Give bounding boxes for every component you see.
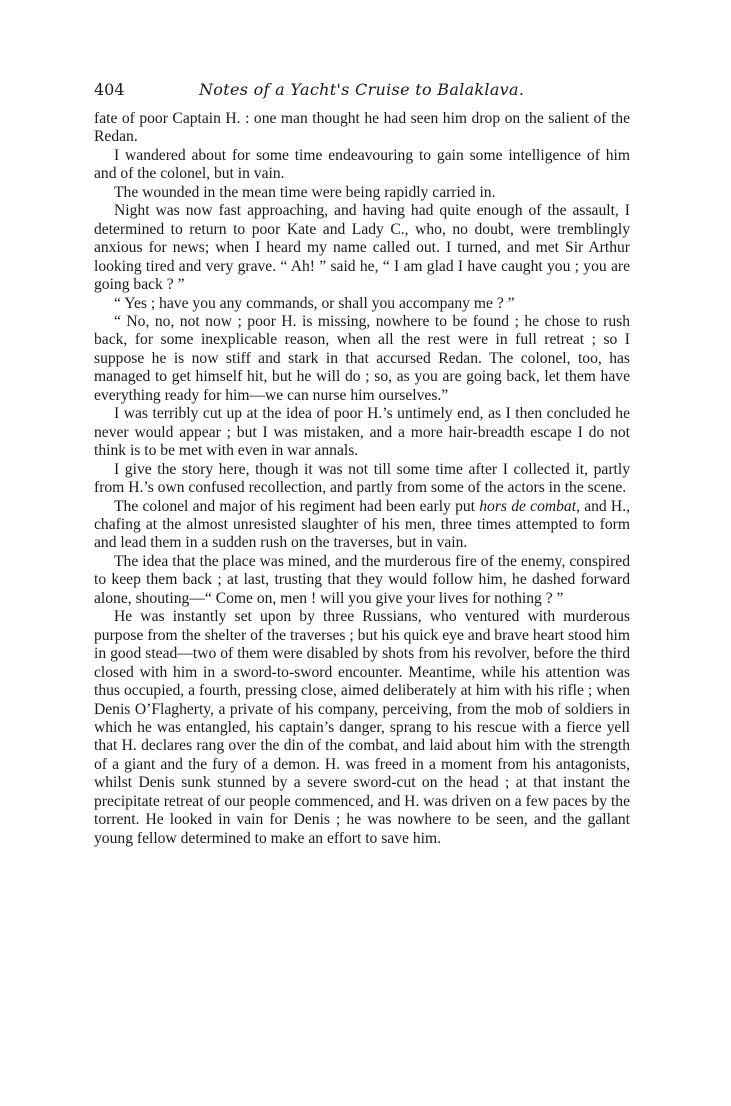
paragraph-11: He was instantly set upon by three Russians, who ventured with murderous purpose from the shelter of the traverses ; but his quick eye and brave heart stood him in good stead—two of them were disabled by shots from his revolver, before the third closed with him in a sword-to-sword encounter. Meantime, while his attention was thus occupied, a fourth, pressing close, aimed deliberately at him with his rifle ; when Denis O’Flagherty, a private of his company, perceiving, from the mob of soldiers in which he was entangled, his captain’s danger, sprang to his rescue with a fierce yell that H. declares rang over the din of the combat, and laid about him with the strength of a giant and the fury of a demon. H. was freed in a moment from his antagonists, whilst Denis sunk stunned by a severe sword-cut on the head ; at that instant the precipitate retreat of our people commenced, and H. was driven on a few paces by the torrent. He looked in vain for Denis ; he was nowhere to be seen, and the gallant young fellow determined to make an effort to save him. xyxy=(94,608,630,847)
book-page xyxy=(94,80,630,848)
paragraph-5: “ Yes ; have you any commands, or shall you accompany me ? ” xyxy=(114,294,515,312)
paragraph-9-end: , and H., chafing at the almost unresisted slaughter of his men, three times attempted to form and lead them in a sudden rush on the traverses, but in vain. xyxy=(94,497,630,552)
paragraph-10: The idea that the place was mined, and the murderous fire of the enemy, conspired to keep them back ; at last, trusting that they would follow him, he dashed forward alone, shouting—“ Come on, men ! will you give your lives for nothing ? ” xyxy=(94,552,630,607)
paragraph-9-start: The colonel and major of his regiment had been early put xyxy=(114,497,480,515)
running-title: Notes of a Yacht's Cruise to Balaklava. xyxy=(199,80,525,99)
paragraph-6: “ No, no, not now ; poor H. is missing, nowhere to be found ; he chose to rush back, for some inexplicable reason, when all the rest were in full retreat ; so I suppose he is now stiff and stark in that accursed Redan. The colonel, too, has managed to get himself hit, but he will do ; so, as you are going back, let them have everything ready for him—we can nurse him ourselves.” xyxy=(94,312,630,404)
paragraph-1: fate of poor Captain H. : one man thought he had seen him drop on the salient of the Redan. xyxy=(94,110,630,146)
paragraph-9 xyxy=(94,498,630,553)
paragraph-7: I was terribly cut up at the idea of poor H.’s untimely end, as I then concluded he never would appear ; but I was mistaken, and a more hair-breadth escape I do not think is to be met with even in war annals. xyxy=(94,405,630,460)
body-text xyxy=(94,110,630,848)
paragraph-3: The wounded in the mean time were being rapidly carried in. xyxy=(114,183,496,201)
paragraph-8: I give the story here, though it was not till some time after I collected it, partly from H.’s own confused recollection, and partly from some of the actors in the scene. xyxy=(94,460,630,497)
paragraph-9-italic: hors de combat xyxy=(479,497,577,515)
page-number: 404 xyxy=(94,80,125,99)
page-header xyxy=(94,80,630,106)
paragraph-2: I wandered about for some time endeavouring to gain some intelligence of him and of the colonel, but in vain. xyxy=(94,146,630,183)
paragraph-4: Night was now fast approaching, and having had quite enough of the assault, I determined to return to poor Kate and Lady C., who, no doubt, were tremblingly anxious for news; when I heard my name called out. I turned, and met Sir Arthur looking tired and very grave. “ Ah! ” said he, “ I am glad I have caught you ; you are going back ? ” xyxy=(94,202,630,294)
